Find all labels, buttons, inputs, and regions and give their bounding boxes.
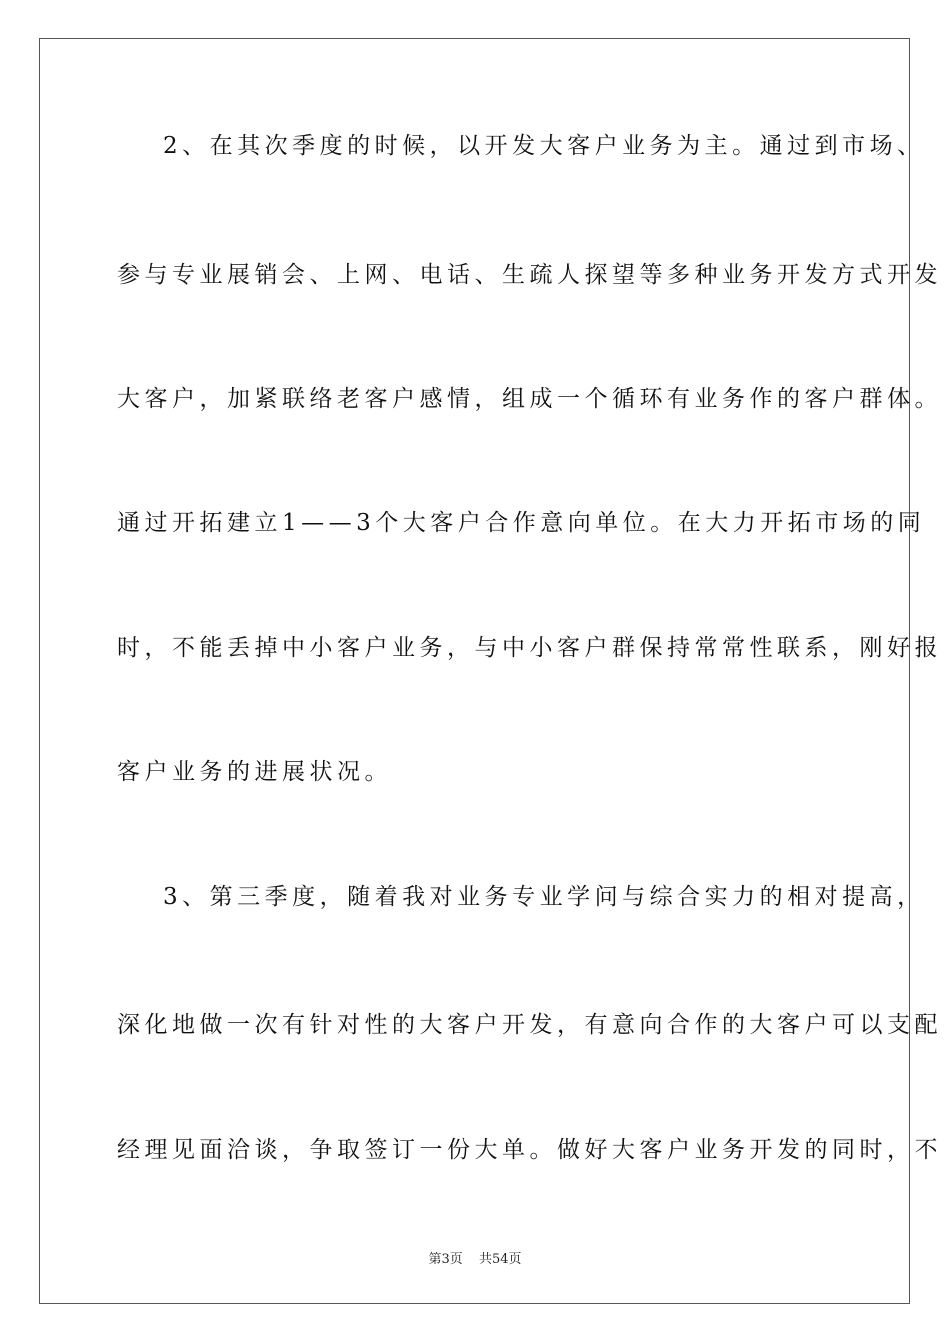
text-line: 时，不能丢掉中小客户业务，与中小客户群保持常常性联系，刚好报 [117,635,942,661]
text-line: 参与专业展销会、上网、电话、生疏人探望等多种业务开发方式开发 [117,262,942,288]
text-line: 大客户，加紧联络老客户感情，组成一个循环有业务作的客户群体。 [117,386,942,412]
total-pages: 共54页 [478,1252,522,1267]
page-footer [0,1248,950,1267]
text-line: 通过开拓建立1——3个大客户合作意向单位。在大力开拓市场的同 [117,510,926,536]
text-line: 3、第三季度，随着我对业务专业学问与综合实力的相对提高， [163,884,925,910]
text-line: 客户业务的进展状况。 [117,759,392,785]
page-number: 第3页 [428,1252,463,1267]
text-line: 2、在其次季度的时候，以开发大客户业务为主。通过到市场、 [163,133,925,159]
text-line: 经理见面洽谈，争取签订一份大单。做好大客户业务开发的同时，不 [117,1137,942,1163]
page-border [39,38,910,1304]
text-line: 深化地做一次有针对性的大客户开发，有意向合作的大客户可以支配 [117,1012,942,1038]
